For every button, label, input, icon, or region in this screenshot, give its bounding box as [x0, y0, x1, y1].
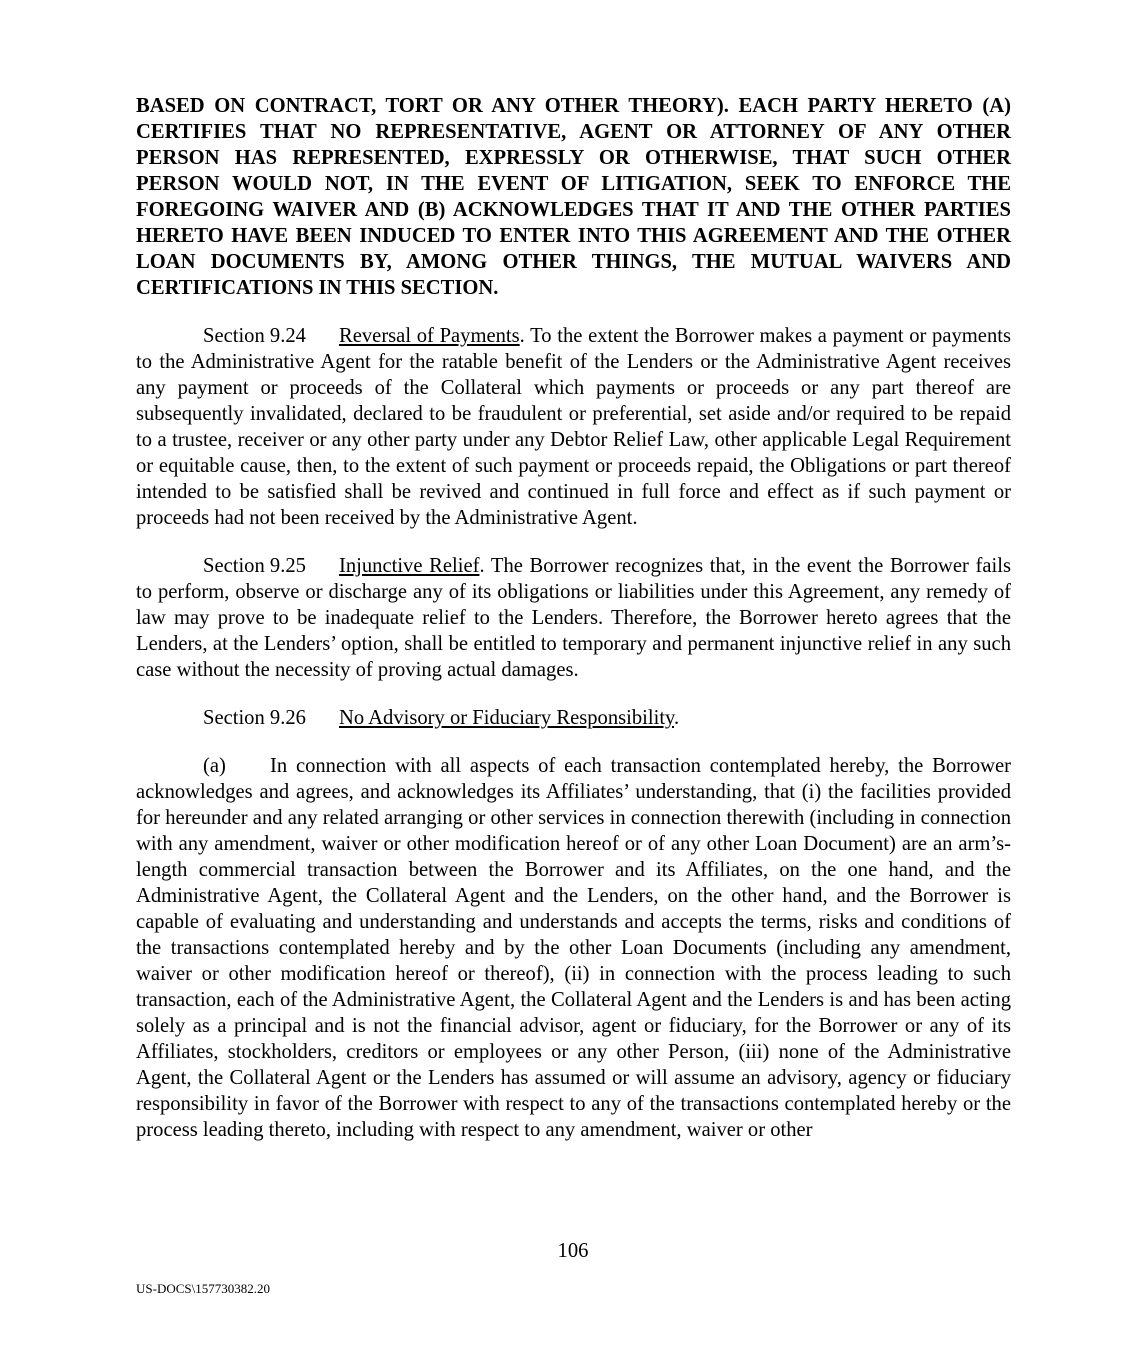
subsection-a: [136, 753, 1011, 1143]
section-9-26: [136, 705, 1011, 731]
section-heading: Reversal of Payments: [339, 325, 520, 347]
subsection-label: (a): [203, 755, 226, 777]
document-id: US-DOCS\157730382.20: [136, 1281, 270, 1296]
section-heading-end: .: [519, 325, 525, 347]
section-number: Section 9.24: [203, 325, 306, 347]
document-page: [136, 93, 1011, 1165]
section-heading-end: .: [674, 707, 680, 729]
section-number: Section 9.25: [203, 555, 306, 577]
subsection-text: In connection with all aspects of each transaction contemplated hereby, the Borrower acknowledges and agrees, and acknowledges its Affiliates’ understanding, that (i) the facilities provided for hereunder and any related arranging or other services in connection therewith (including in connection with any amendment, waiver or other modification hereof or of any other Loan Document) are an arm’s- length commercial transaction between the Borrower and its Affiliates, on the one hand, and the Administrative Agent, the Collateral Agent and the Lenders, on the other hand, and the Borrower is capable of evaluating and understanding and understands and accepts the terms, risks and conditions of the transactions contemplated hereby and by the other Loan Documents (including any amendment, waiver or other modification hereof or thereof), (ii) in connection with the process leading to such transaction, each of the Administrative Agent, the Collateral Agent and the Lenders is and has been acting solely as a principal and is not the financial advisor, agent or fiduciary, for the Borrower or any of its Affiliates, stockholders, creditors or employees or any other Person, (iii) none of the Administrative Agent, the Collateral Agent or the Lenders has assumed or will assume an advisory, agency or fiduciary responsibility in favor of the Borrower with respect to any of the transactions contemplated hereby or the process leading thereto, including with respect to any amendment, waiver or other: [136, 755, 1011, 1141]
section-number: Section 9.26: [203, 707, 306, 729]
section-heading-end: .: [479, 555, 485, 577]
section-9-24: [136, 323, 1011, 531]
section-heading: No Advisory or Fiduciary Responsibility: [339, 707, 675, 729]
section-body: The Borrower recognizes that, in the event the Borrower fails to perform, observe or discharge any of its obligations or liabilities under this Agreement, any remedy of law may prove to be inadequate relief to the Lenders. Therefore, the Borrower hereto agrees that the Lenders, at the Lenders’ option, shall be entitled to temporary and permanent injunctive relief in any such case without the necessity of proving actual damages.: [136, 555, 1011, 681]
jury-waiver-paragraph: BASED ON CONTRACT, TORT OR ANY OTHER THEORY). EACH PARTY HERETO (A) CERTIFIES THAT NO REPRESENTATIVE, AGENT OR ATTORNEY OF ANY OTHER PERSON HAS REPRESENTED, EXPRESSLY OR OTHERWISE, THAT SUCH OTHER PERSON WOULD NOT, IN THE EVENT OF LITIGATION, SEEK TO ENFORCE THE FOREGOING WAIVER AND (B) ACKNOWLEDGES THAT IT AND THE OTHER PARTIES HERETO HAVE BEEN INDUCED TO ENTER INTO THIS AGREEMENT AND THE OTHER LOAN DOCUMENTS BY, AMONG OTHER THINGS, THE MUTUAL WAIVERS AND CERTIFICATIONS IN THIS SECTION.: [136, 95, 1011, 299]
page-number: 106: [557, 1240, 589, 1262]
section-9-25: [136, 553, 1011, 683]
section-body: To the extent the Borrower makes a payment or payments to the Administrative Agent for the ratable benefit of the Lenders or the Administrative Agent receives any payment or proceeds of the Collateral which payments or proceeds or any part thereof are subsequently invalidated, declared to be fraudulent or preferential, set aside and/or required to be repaid to a trustee, receiver or any other party under any Debtor Relief Law, other applicable Legal Requirement or equitable cause, then, to the extent of such payment or proceeds repaid, the Obligations or part thereof intended to be satisfied shall be revived and continued in full force and effect as if such payment or proceeds had not been received by the Administrative Agent.: [136, 325, 1011, 529]
section-heading: Injunctive Relief: [339, 555, 480, 577]
